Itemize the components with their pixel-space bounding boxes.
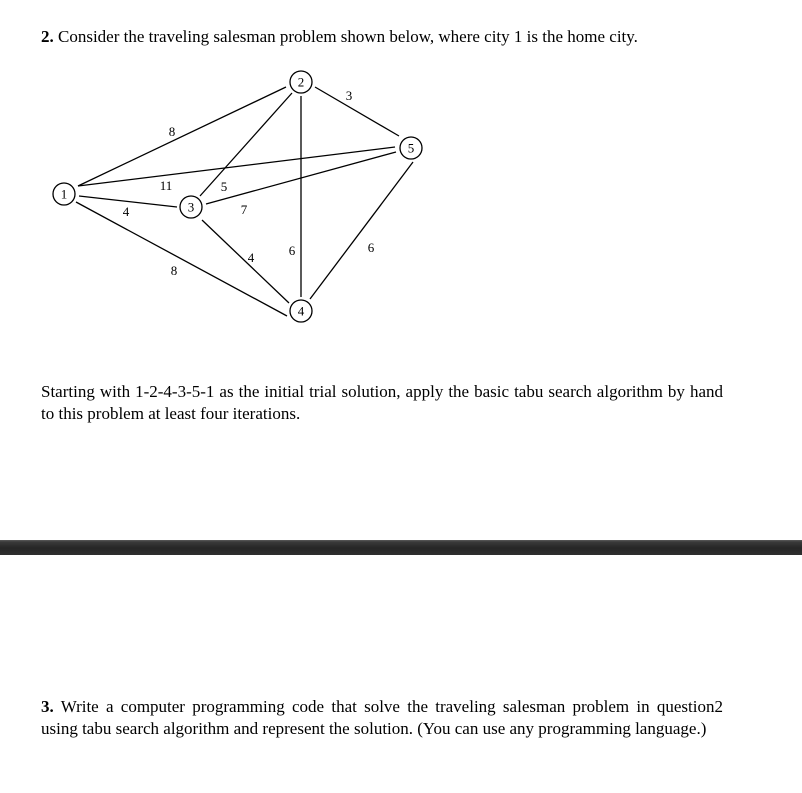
edge-1-5-label: 11: [159, 178, 173, 193]
edge-1-2: [78, 87, 286, 186]
tsp-graph: [0, 0, 802, 340]
edge-4-5-label: 6: [367, 240, 375, 255]
question-3-paragraph: [41, 696, 723, 740]
question-3-number: 3.: [41, 697, 54, 716]
node-2-label: 2: [297, 74, 305, 90]
edge-2-5-label: 3: [345, 88, 353, 103]
edge-4-5: [310, 162, 413, 299]
question-2-number: 2.: [41, 27, 54, 46]
edge-2-3: [200, 93, 292, 196]
question-3-text: Write a computer programming code that solve the traveling salesman problem in question2 using tabu search algorithm and represent the solution. (You can use any programming language.): [41, 697, 723, 738]
node-1-label: 1: [60, 186, 68, 202]
node-3-label: 3: [187, 199, 195, 215]
edge-1-4: [76, 199, 287, 316]
edge-1-2-label: 8: [168, 124, 176, 139]
edge-2-5: [315, 87, 399, 136]
node-5-label: 5: [407, 140, 415, 156]
edge-3-4: [202, 220, 289, 303]
edge-1-5: [78, 147, 395, 186]
question-2-text: Consider the traveling salesman problem shown below, where city 1 is the home city.: [58, 27, 638, 46]
edge-1-4-label: 8: [170, 263, 178, 278]
edge-1-3-label: 4: [122, 204, 130, 219]
node-4-label: 4: [297, 303, 305, 319]
question-2-instruction: Starting with 1-2-4-3-5-1 as the initial trial solution, apply the basic tabu search algorithm by hand to this problem at least four iterations.: [41, 382, 723, 423]
section-divider: [0, 540, 802, 555]
edge-2-3-label: 5: [220, 179, 228, 194]
edge-3-5-label: 7: [240, 202, 248, 217]
edge-3-4-label: 4: [247, 250, 255, 265]
edge-2-4-label: 6: [288, 243, 296, 258]
